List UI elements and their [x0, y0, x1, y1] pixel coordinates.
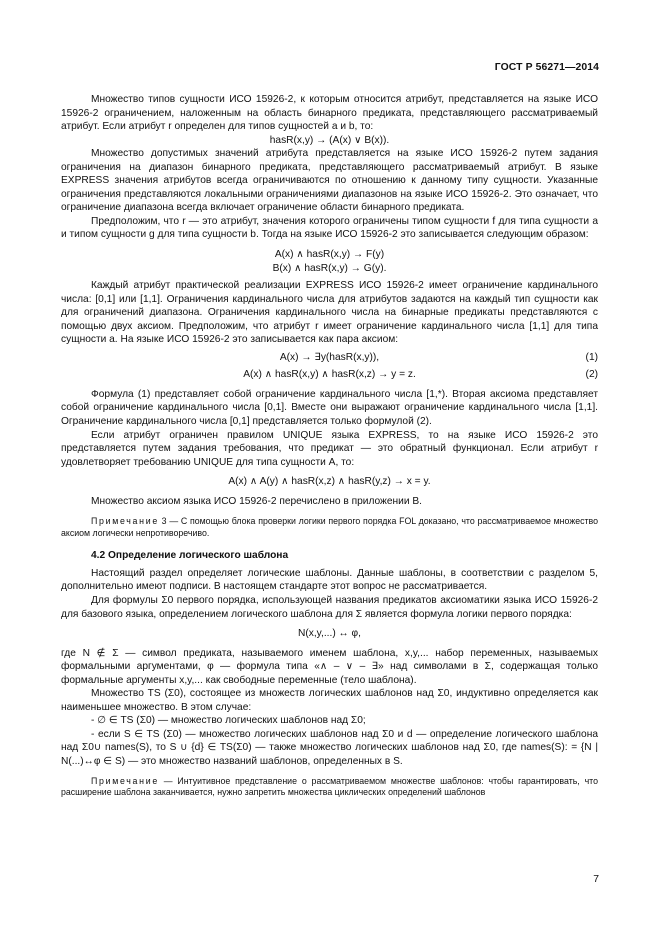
paragraph: Каждый атрибут практической реализации EXPRESS ИСО 15926-2 имеет ограничение кардинального числа: [0,1] или [1,1]. Ограничения кардинального числа для атрибутов задаются на каждый тип сущности как для ограничений диапазона. Ограничения кардинального числа на бинарные предикаты представляются с помощью двух аксиом. Предположим, что атрибут r имеет ограничение кардинального числа [1,1] для типа сущности a. На языке ИСО 15926-2 это записывается как пара аксиом: — [61, 280, 598, 346]
paragraph: Для формулы Σ0 первого порядка, использующей названия предикатов аксиоматики языка ИСО 15926-2 для базового языка, определением логического шаблона для Σ является формула логики первого порядка: — [61, 594, 598, 620]
document-header: ГОСТ Р 56271—2014 — [494, 62, 599, 73]
list-item: - если S ∈ TS (Σ0) — множество логических шаблонов над Σ0 и d — определение логического шаблона над Σ0∪ names(S), то S ∪ {d} ∈ TS(Σ0) — также множество логических шаблонов над Σ0, где names(S): = {N | N(...)↔φ ∈ S) — это множество названий шаблонов, определенных в S. — [61, 728, 598, 767]
note-text: — Интуитивное представление о рассматриваемом множестве шаблонов: чтобы гарантировать, что расширение шаблона заканчивается, нужно запретить множества циклических определений шаблонов — [61, 775, 598, 798]
paragraph: Настоящий раздел определяет логические шаблоны. Данные шаблоны, в соответствии с разделом 5, дополнительно имеют подписи. В настоящем стандарте этот вопрос не рассматривается. — [61, 567, 598, 593]
page-number: 7 — [593, 874, 599, 885]
formula: A(x) → ∃y(hasR(x,y)), — [279, 351, 380, 363]
note-text: 3 — С помощью блока проверки логики первого порядка FOL доказано, что рассматриваемое множество аксиом логически непротиворечиво. — [61, 516, 598, 538]
list-item: - ∅ ∈ TS (Σ0) — множество логических шаблонов над Σ0; — [91, 715, 366, 727]
paragraph: где N ∉ Σ — символ предиката, называемого именем шаблона, x,y,... набор переменных, называемых формальными аргументами, φ — формула типа «∧ – ∨ – ∃» над символами в Σ, содержащая только формальные аргументы x,y,... как свободные переменные (тело шаблона). — [61, 647, 598, 686]
formula: A(x) ∧ hasR(x,y) → F(y) — [274, 249, 385, 261]
paragraph: Формула (1) представляет собой ограничение кардинального числа [1,*). Вторая аксиома представляет собой ограничение кардинального числа [0,1]. Вместе они выражают ограничение кардинального числа [1,1]. Ограничение кардинального числа [0,1] представляется только формулой (2). — [61, 388, 598, 428]
paragraph: Множество TS (Σ0), состоящее из множеств логических шаблонов над Σ0, индуктивно определяется как наименьшее множество. В этом случае: — [61, 688, 598, 713]
note — [61, 776, 598, 799]
paragraph: Если атрибут ограничен правилом UNIQUE языка EXPRESS, то на языке ИСО 15926-2 это представляется путем задания требования, что предикат — это обратный функционал. Если атрибут r удовлетворяет требованию UNIQUE для типа сущности A, то: — [61, 429, 598, 468]
paragraph: Множество типов сущности ИСО 15926-2, к которым относится атрибут, представляется на языке ИСО 15926-2 ограничением, наложенным на область бинарного предиката, представляющего рассматриваемый атрибут. Если атрибут r определен для типов сущностей a и b, то: — [61, 94, 598, 133]
formula: hasR(x,y) → (A(x) ∨ B(x)). — [269, 134, 390, 146]
formula-number: (1) — [585, 351, 598, 363]
note — [61, 516, 598, 539]
numbered-formula — [61, 368, 598, 382]
formula: B(x) ∧ hasR(x,y) → G(y). — [272, 262, 387, 274]
formula: N(x,y,...) ↔ φ, — [297, 628, 361, 640]
formula: A(x) ∧ A(y) ∧ hasR(x,z) ∧ hasR(y,z) → x = y. — [228, 476, 431, 488]
formula: A(x) ∧ hasR(x,y) ∧ hasR(x,z) → y = z. — [243, 369, 416, 381]
page-content — [61, 93, 598, 799]
formula-number: (2) — [585, 369, 598, 381]
section-heading: 4.2 Определение логического шаблона — [91, 550, 289, 562]
paragraph: Множество допустимых значений атрибута представляется на языке ИСО 15926-2 путем задания ограничения на диапазон бинарного предиката, представляющего рассматриваемый атрибут. В языке EXPRESS значения атрибутов всегда ограничиваются по отношению к данному типу сущности. Указанные ограничения представляются локальными ограничениями диапазонов на языке ИСО 15926-2. Это означает, что ограничение диапазона всегда включает ограничение области бинарного предиката. — [61, 148, 598, 214]
note-label: Примечание — [91, 516, 159, 527]
numbered-formula — [61, 351, 598, 365]
note-label: Примечание — [91, 775, 159, 786]
paragraph: Предположим, что r — это атрибут, значения которого ограничены типом сущности f для типа сущности a и типом сущности g для типа сущности b. Тогда на языке ИСО 15926-2 это записывается следующим образом: — [61, 215, 598, 241]
paragraph: Множество аксиом языка ИСО 15926-2 перечислено в приложении В. — [91, 495, 423, 507]
